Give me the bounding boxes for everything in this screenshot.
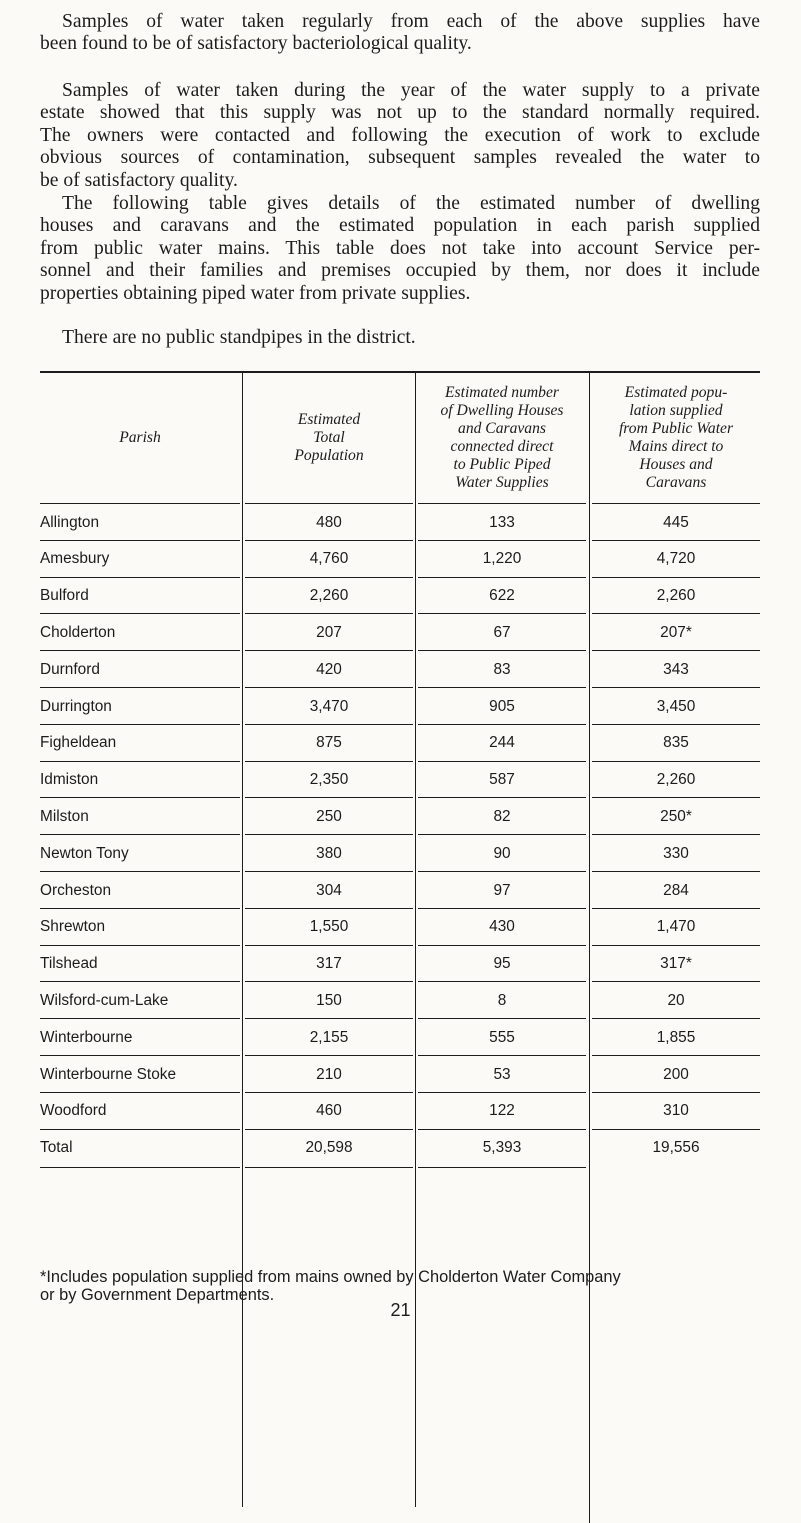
- row-rule: [245, 945, 413, 946]
- row-rule: [245, 871, 413, 872]
- row-rule: [592, 945, 760, 946]
- paragraph-line: from public water mains. This table does not take into account Service per-: [40, 237, 760, 259]
- population-supplied: 2,260: [656, 771, 696, 789]
- header-total-population: Estimated Total Population: [294, 411, 364, 464]
- parish-name: Winterbourne: [40, 1028, 133, 1046]
- row-rule: [40, 540, 240, 541]
- population-supplied: 284: [663, 881, 689, 899]
- total-population: 420: [316, 660, 342, 678]
- table-row: [40, 614, 760, 651]
- parish-name: Total: [40, 1139, 73, 1157]
- dwellings-connected: 82: [493, 807, 511, 825]
- table-row: [40, 725, 760, 762]
- population-supplied: 343: [663, 660, 689, 678]
- row-rule: [418, 945, 586, 946]
- dwellings-connected: 555: [489, 1028, 515, 1046]
- dwellings-connected: 587: [489, 771, 515, 789]
- paragraph: [40, 193, 760, 305]
- row-rule: [592, 871, 760, 872]
- dwellings-connected: 1,220: [482, 550, 522, 568]
- row-rule: [40, 613, 240, 614]
- dwellings-connected: 5,393: [482, 1139, 522, 1157]
- table-row: [40, 1019, 760, 1056]
- header-dwelling-houses: Estimated number of Dwelling Houses and Caravans connected direct to Public Piped Water Supplies: [440, 384, 564, 491]
- table-row: [40, 982, 760, 1019]
- population-supplied: 330: [663, 844, 689, 862]
- row-rule: [245, 797, 413, 798]
- row-rule: [592, 540, 760, 541]
- row-rule: [245, 687, 413, 688]
- paragraph: [40, 80, 760, 192]
- paragraph-line: been found to be of satisfactory bacteriological quality.: [40, 33, 472, 55]
- row-rule: [245, 1129, 413, 1130]
- row-rule: [592, 1055, 760, 1056]
- population-supplied: 317*: [660, 955, 692, 973]
- footnote: [40, 1268, 770, 1304]
- row-rule: [245, 1167, 413, 1168]
- total-population: 2,350: [309, 771, 349, 789]
- row-rule: [40, 981, 240, 982]
- parish-name: Allington: [40, 513, 100, 531]
- row-rule: [40, 797, 240, 798]
- table-row: [40, 688, 760, 725]
- total-row: [40, 1130, 760, 1167]
- row-rule: [592, 981, 760, 982]
- row-rule: [418, 1092, 586, 1093]
- row-rule: [418, 503, 586, 504]
- row-rule: [40, 503, 240, 504]
- total-population: 304: [316, 881, 342, 899]
- population-supplied: 4,720: [656, 550, 696, 568]
- dwellings-connected: 905: [489, 697, 515, 715]
- row-rule: [40, 945, 240, 946]
- table-row: [40, 946, 760, 983]
- population-supplied: 1,855: [656, 1028, 696, 1046]
- row-rule: [245, 1018, 413, 1019]
- row-rule: [245, 613, 413, 614]
- population-supplied: 200: [663, 1065, 689, 1083]
- row-rule: [592, 797, 760, 798]
- row-rule: [40, 761, 240, 762]
- row-rule: [418, 1018, 586, 1019]
- population-supplied: 20: [667, 991, 685, 1009]
- page-number: 21: [390, 1300, 411, 1320]
- paragraph-line: There are no public standpipes in the district.: [62, 327, 416, 348]
- dwellings-connected: 122: [489, 1102, 515, 1120]
- table-row: [40, 872, 760, 909]
- population-supplied: 3,450: [656, 697, 696, 715]
- table-row: [40, 1056, 760, 1093]
- paragraph-line: Samples of water taken during the year of the water supply to a private: [62, 80, 760, 101]
- total-population: 480: [316, 513, 342, 531]
- dwellings-connected: 622: [489, 587, 515, 605]
- parish-name: Shrewton: [40, 918, 106, 936]
- row-rule: [418, 650, 586, 651]
- total-population: 460: [316, 1102, 342, 1120]
- population-supplied: 2,260: [656, 587, 696, 605]
- parish-name: Winterbourne Stoke: [40, 1065, 177, 1083]
- total-population: 2,155: [309, 1028, 349, 1046]
- row-rule: [245, 1055, 413, 1056]
- paragraph: [40, 327, 760, 349]
- row-rule: [418, 834, 586, 835]
- row-rule: [592, 761, 760, 762]
- paragraph-line: be of satisfactory quality.: [40, 169, 238, 191]
- footnote-line: or by Government Departments.: [40, 1286, 275, 1304]
- parish-name: Durnford: [40, 660, 100, 678]
- parish-name: Cholderton: [40, 623, 116, 641]
- total-population: 2,260: [309, 587, 349, 605]
- row-rule: [40, 1018, 240, 1019]
- row-rule: [40, 1055, 240, 1056]
- row-rule: [418, 1129, 586, 1130]
- row-rule: [418, 797, 586, 798]
- row-rule: [245, 503, 413, 504]
- dwellings-connected: 67: [493, 623, 511, 641]
- table-row: [40, 504, 760, 541]
- dwellings-connected: 97: [493, 881, 511, 899]
- row-rule: [592, 650, 760, 651]
- row-rule: [592, 1092, 760, 1093]
- row-rule: [592, 1129, 760, 1130]
- parish-name: Newton Tony: [40, 844, 129, 862]
- row-rule: [418, 540, 586, 541]
- row-rule: [418, 687, 586, 688]
- row-rule: [245, 761, 413, 762]
- total-population: 3,470: [309, 697, 349, 715]
- parish-name: Idmiston: [40, 771, 99, 789]
- row-rule: [40, 650, 240, 651]
- row-rule: [245, 577, 413, 578]
- row-rule: [245, 834, 413, 835]
- dwellings-connected: 133: [489, 513, 515, 531]
- row-rule: [245, 1092, 413, 1093]
- row-rule: [418, 871, 586, 872]
- row-rule: [592, 908, 760, 909]
- population-supplied: 310: [663, 1102, 689, 1120]
- row-rule: [40, 834, 240, 835]
- dwellings-connected: 430: [489, 918, 515, 936]
- total-population: 20,598: [305, 1139, 353, 1157]
- total-population: 317: [316, 955, 342, 973]
- row-rule: [418, 761, 586, 762]
- total-population: 4,760: [309, 550, 349, 568]
- row-rule: [418, 1055, 586, 1056]
- table-row: [40, 1093, 760, 1130]
- row-rule: [592, 577, 760, 578]
- dwellings-connected: 83: [493, 660, 511, 678]
- paragraph-line: properties obtaining piped water from private supplies.: [40, 282, 471, 304]
- paragraph-line: The owners were contacted and following the execution of work to exclude: [40, 124, 760, 146]
- parish-name: Figheldean: [40, 734, 117, 752]
- parish-name: Orcheston: [40, 881, 112, 899]
- paragraph-line: obvious sources of contamination, subsequent samples revealed the water to: [40, 147, 760, 169]
- dwellings-connected: 53: [493, 1065, 511, 1083]
- parish-name: Bulford: [40, 587, 89, 605]
- dwellings-connected: 8: [497, 991, 507, 1009]
- dwellings-connected: 90: [493, 844, 511, 862]
- row-rule: [592, 724, 760, 725]
- total-population: 250: [316, 807, 342, 825]
- row-rule: [418, 613, 586, 614]
- row-rule: [592, 687, 760, 688]
- row-rule: [245, 540, 413, 541]
- row-rule: [40, 908, 240, 909]
- table-row: [40, 909, 760, 946]
- row-rule: [245, 650, 413, 651]
- row-rule: [592, 1018, 760, 1019]
- row-rule: [592, 834, 760, 835]
- population-supplied: 19,556: [652, 1139, 700, 1157]
- footnote-line: *Includes population supplied from mains owned by Cholderton Water Company: [40, 1268, 621, 1286]
- paragraph-line: sonnel and their families and premises occupied by them, nor does it include: [40, 260, 760, 282]
- row-rule: [418, 981, 586, 982]
- row-rule: [418, 908, 586, 909]
- table-row: [40, 762, 760, 799]
- row-rule: [40, 577, 240, 578]
- row-rule: [40, 687, 240, 688]
- population-supplied: 1,470: [656, 918, 696, 936]
- row-rule: [40, 871, 240, 872]
- total-population: 207: [316, 623, 342, 641]
- paragraph: [40, 11, 760, 56]
- dwellings-connected: 244: [489, 734, 515, 752]
- dwellings-connected: 95: [493, 955, 511, 973]
- row-rule: [40, 1092, 240, 1093]
- water-supply-table: [40, 371, 760, 1512]
- row-rule: [418, 1167, 586, 1168]
- row-rule: [40, 724, 240, 725]
- row-rule: [592, 503, 760, 504]
- parish-name: Amesbury: [40, 550, 110, 568]
- total-population: 1,550: [309, 918, 349, 936]
- total-population: 210: [316, 1065, 342, 1083]
- row-rule: [592, 613, 760, 614]
- table-row: [40, 835, 760, 872]
- parish-name: Woodford: [40, 1102, 107, 1120]
- paragraph-line: Samples of water taken regularly from each of the above supplies have: [62, 11, 760, 32]
- population-supplied: 835: [663, 734, 689, 752]
- population-supplied: 207*: [660, 623, 692, 641]
- paragraph-line: estate showed that this supply was not up to the standard normally required.: [40, 102, 760, 124]
- paragraph-line: The following table gives details of the estimated number of dwelling: [62, 193, 760, 214]
- parish-name: Milston: [40, 807, 89, 825]
- row-rule: [245, 724, 413, 725]
- parish-name: Wilsford-cum-Lake: [40, 991, 169, 1009]
- row-rule: [40, 1167, 240, 1168]
- total-population: 875: [316, 734, 342, 752]
- header-population-supplied: Estimated popu- lation supplied from Public Water Mains direct to Houses and Caravans: [618, 384, 734, 491]
- parish-name: Tilshead: [40, 955, 98, 973]
- header-parish: Parish: [119, 429, 161, 446]
- table-row: [40, 798, 760, 835]
- row-rule: [418, 577, 586, 578]
- population-supplied: 250*: [660, 807, 692, 825]
- row-rule: [245, 981, 413, 982]
- table-row: [40, 651, 760, 688]
- row-rule: [40, 1129, 240, 1130]
- row-rule: [245, 908, 413, 909]
- population-supplied: 445: [663, 513, 689, 531]
- table-row: [40, 541, 760, 578]
- table-row: [40, 578, 760, 615]
- row-rule: [418, 724, 586, 725]
- paragraph-line: houses and caravans and the estimated population in each parish supplied: [40, 215, 760, 237]
- parish-name: Durrington: [40, 697, 112, 715]
- total-population: 150: [316, 991, 342, 1009]
- total-population: 380: [316, 844, 342, 862]
